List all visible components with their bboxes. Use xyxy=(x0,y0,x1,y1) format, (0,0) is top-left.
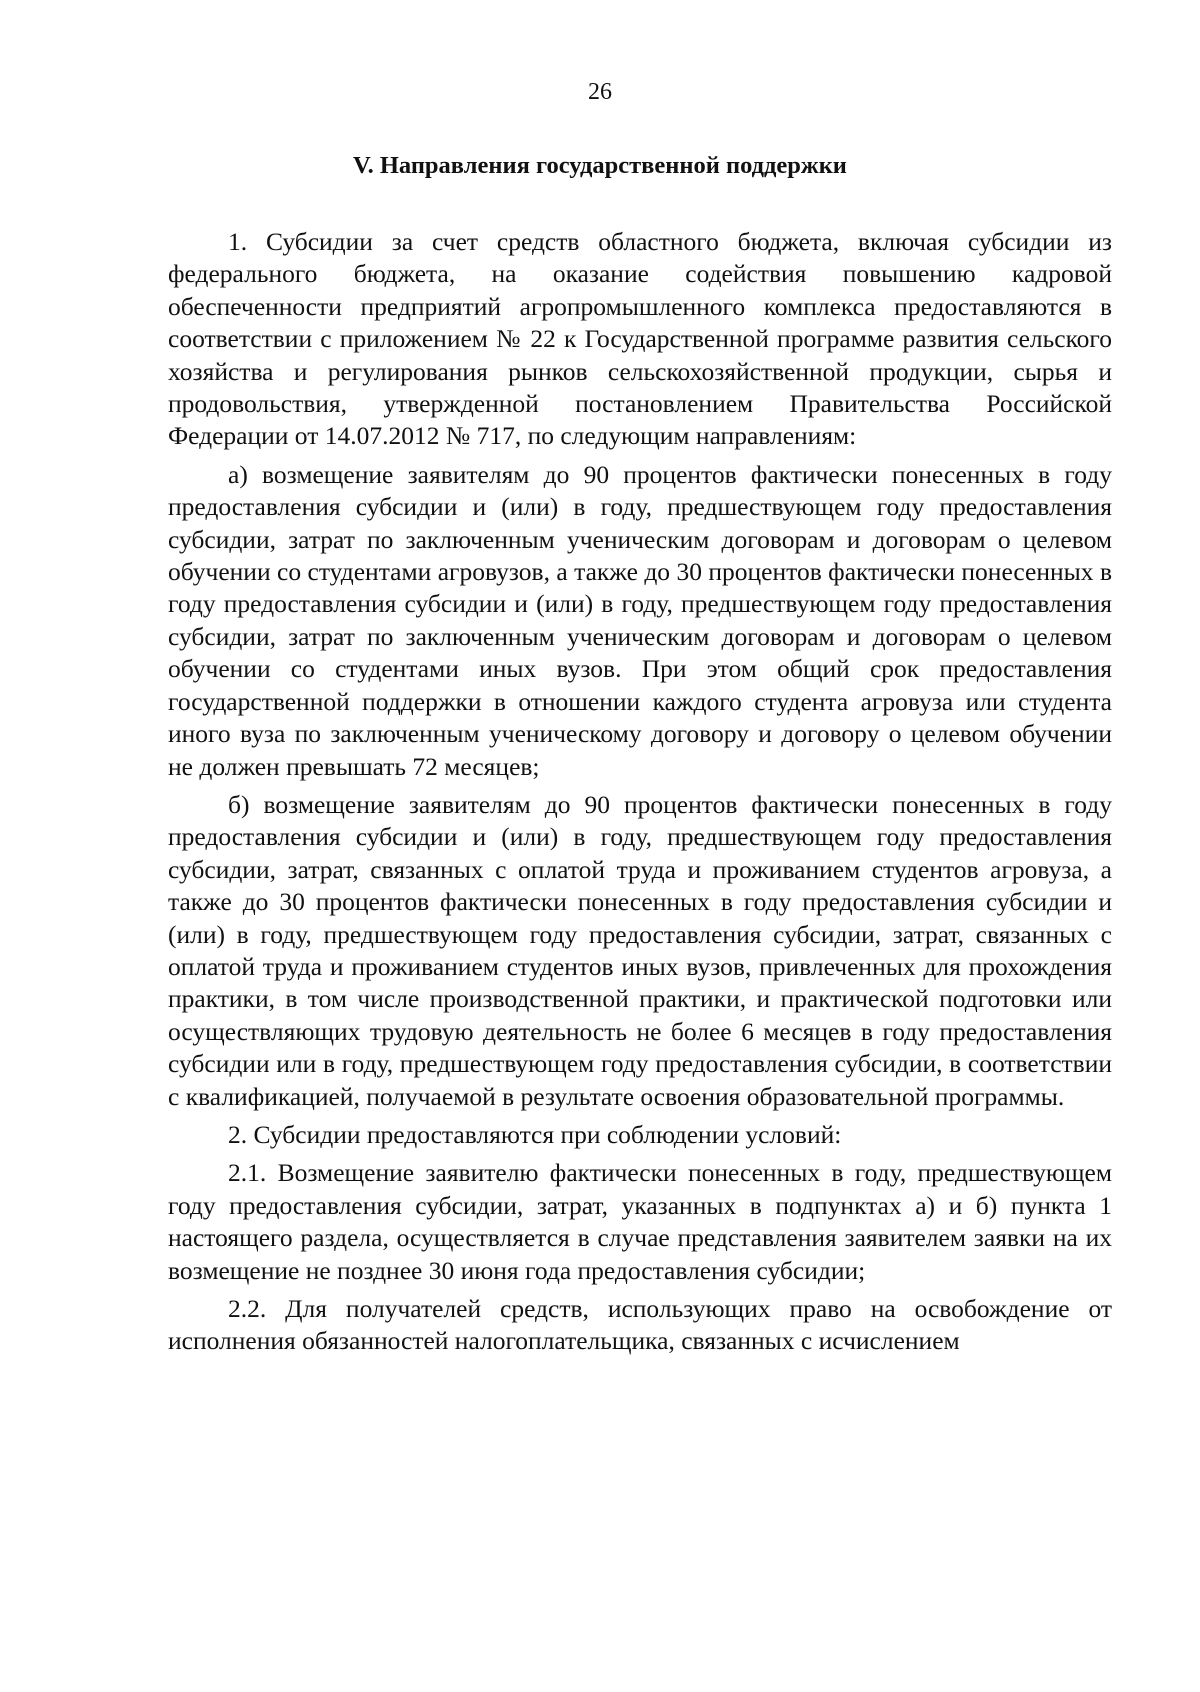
paragraph-2-1-reimbursement: 2.1. Возмещение заявителю фактически понесенных в году, предшествующем году предоставления субсидии, затрат, указанных в подпунктах а) и б) пункта 1 настоящего раздела, осуществляется в случае представления заявителем заявки на их возмещение не позднее 30 июня года предоставления субсидии; xyxy=(168,1158,1112,1285)
paragraph-2-conditions: 2. Субсидии предоставляются при соблюдении условий: xyxy=(228,1119,842,1149)
paragraph-a-student-contracts: а) возмещение заявителям до 90 процентов фактически понесенных в году предоставления субсидии и (или) в году, предшествующем году предоставления субсидии, затрат по заключенным ученическим договорам и договорам о целевом обучении со студентами агровузов, а также до 30 процентов фактически понесенных в году предоставления субсидии и (или) в году, предшествующем году предоставления субсидии, затрат по заключенным ученическим договорам и договорам о целевом обучении со студентами иных вузов. При этом общий срок предоставления государственной поддержки в отношении каждого студента агровуза или студента иного вуза по заключенным ученическому договору и договору о целевом обучении не должен превышать 72 месяцев; xyxy=(168,459,1112,781)
section-heading: V. Направления государственной поддержки xyxy=(353,152,847,179)
paragraph-2-2-recipients: 2.2. Для получателей средств, использующих право на освобождение от исполнения обязанностей налогоплательщика, связанных с исчислением xyxy=(168,1294,1112,1356)
document-body xyxy=(168,226,1112,1364)
paragraph-1-subsidies: 1. Субсидии за счет средств областного бюджета, включая субсидии из федерального бюджета, на оказание содействия повышению кадровой обеспеченности предприятий агропромышленного комплекса предоставляются в соответствии с приложением № 22 к Государственной программе развития сельского хозяйства и регулирования рынков сельскохозяйственной продукции, сырья и продовольствия, утвержденной постановлением Правительства Российской Федерации от 14.07.2012 № 717, по следующим направлениям: xyxy=(168,227,1112,451)
paragraph-b-practice-costs: б) возмещение заявителям до 90 процентов фактически понесенных в году предоставления субсидии и (или) в году, предшествующем году предоставления субсидии, затрат, связанных с оплатой труда и проживанием студентов агровуза, а также до 30 процентов фактически понесенных в году предоставления субсидии и (или) в году, предшествующем году предоставления субсидии, затрат, связанных с оплатой труда и проживанием студентов иных вузов, привлеченных для прохождения практики, в том числе производственной практики, и практической подготовки или осуществляющих трудовую деятельность не более 6 месяцев в году предоставления субсидии или в году, предшествующем году предоставления субсидии, в соответствии с квалификацией, получаемой в результате освоения образовательной программы. xyxy=(168,789,1112,1111)
page-number: 26 xyxy=(588,79,612,105)
